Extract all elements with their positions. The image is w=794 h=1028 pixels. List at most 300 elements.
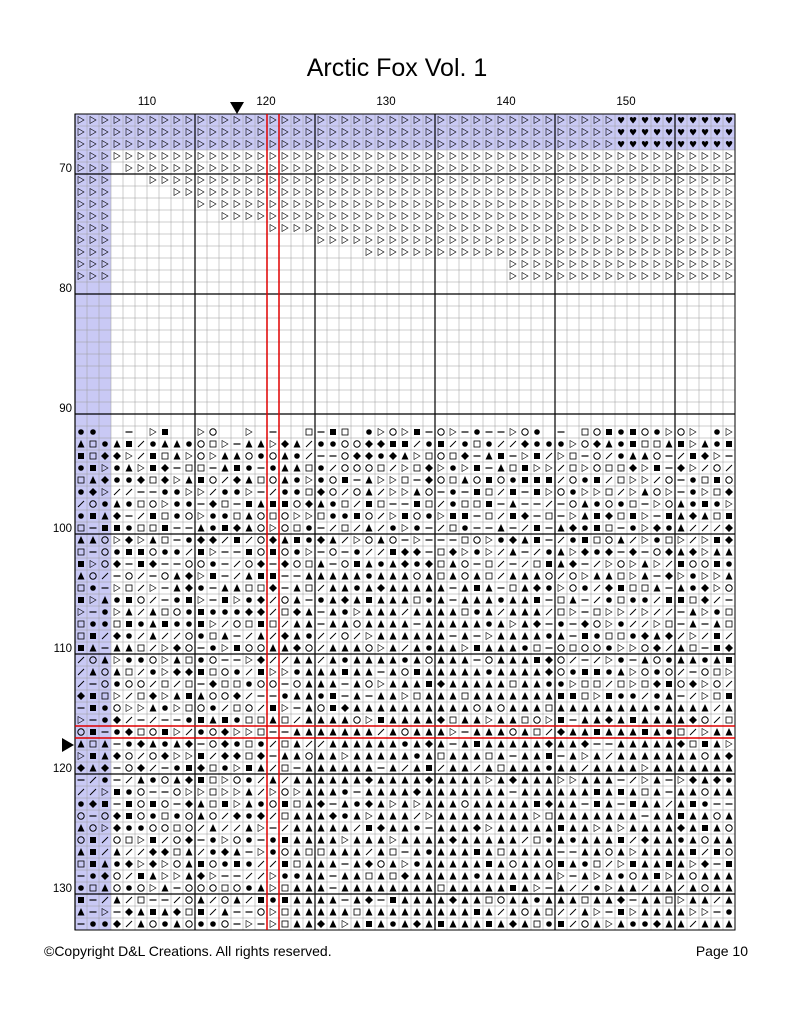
stitch-symbol [390,884,397,892]
stitch-symbol [426,453,432,459]
stitch-symbol [462,801,468,807]
stitch-symbol [534,657,540,663]
stitch-symbol [378,596,385,604]
stitch-symbol [642,921,648,927]
stitch-symbol [378,908,385,916]
stitch-symbol [198,465,204,471]
stitch-symbol [702,872,709,880]
stitch-symbol [258,789,264,795]
stitch-symbol [150,753,156,759]
stitch-symbol [498,800,505,808]
stitch-symbol [510,729,516,735]
stitch-symbol [714,225,720,232]
stitch-symbol [642,765,648,772]
stitch-symbol [330,489,336,495]
stitch-symbol [462,680,469,688]
stitch-symbol [402,572,409,580]
stitch-symbol [510,632,517,640]
stitch-symbol [330,429,336,435]
stitch-symbol [534,572,541,580]
stitch-symbol [546,692,553,700]
stitch-symbol [570,213,576,220]
stitch-symbol [666,165,672,172]
stitch-symbol [678,848,685,856]
stitch-symbol [342,669,348,675]
stitch-symbol [366,476,373,484]
stitch-symbol [318,441,324,447]
stitch-symbol [426,704,433,712]
stitch-symbol [210,741,216,747]
stitch-symbol [186,705,192,711]
stitch-symbol [330,213,336,220]
stitch-symbol [113,452,121,460]
stitch-symbol [126,573,132,579]
stitch-symbol [570,249,576,256]
stitch-symbol [653,680,661,688]
stitch-symbol [150,608,157,616]
stitch-symbol [450,189,456,196]
stitch-symbol [90,837,96,843]
stitch-symbol [138,885,144,891]
stitch-symbol [342,609,348,615]
stitch-symbol [462,656,469,664]
stitch-symbol: ♥ [688,116,698,127]
stitch-symbol [354,764,361,772]
stitch-symbol [186,489,192,496]
stitch-symbol [402,441,408,447]
stitch-symbol [546,189,552,196]
stitch-symbol [593,440,601,448]
stitch-symbol [414,561,420,567]
stitch-symbol [354,717,360,723]
stitch-symbol [689,512,697,520]
stitch-symbol [462,584,469,592]
stitch-symbol [618,189,624,196]
stitch-symbol [582,429,588,435]
stitch-symbol [354,225,360,232]
stitch-symbol [390,429,396,435]
stitch-symbol [534,848,541,856]
stitch-symbol [486,237,492,244]
stitch-symbol [678,453,684,459]
stitch-symbol [174,729,180,736]
stitch-symbol [642,789,648,795]
stitch-symbol [162,825,168,831]
stitch-symbol [366,884,373,892]
stitch-symbol [426,597,432,603]
stitch-symbol [618,789,624,795]
stitch-symbol [522,884,529,892]
stitch-symbol [714,249,720,256]
stitch-symbol [498,740,505,748]
stitch-symbol [534,537,540,543]
stitch-symbol [510,861,516,867]
stitch-symbol [570,441,576,448]
stitch-symbol [366,645,372,651]
stitch-symbol [594,501,600,507]
stitch-symbol [618,873,624,879]
stitch-symbol [546,165,552,172]
stitch-symbol [474,752,481,760]
stitch-symbol [198,165,204,172]
stitch-symbol [606,609,612,616]
stitch-symbol [198,777,204,783]
stitch-symbol [438,189,444,196]
stitch-symbol [606,561,612,568]
stitch-symbol [390,921,396,927]
stitch-symbol [222,813,228,819]
stitch-symbol [294,908,301,916]
stitch-symbol [666,801,672,807]
stitch-symbol [378,153,384,160]
stitch-symbol [726,872,733,880]
stitch-symbol [617,896,625,904]
stitch-symbol [486,165,492,172]
stitch-symbol [690,189,696,196]
stitch-symbol [246,537,252,543]
stitch-symbol [630,597,636,603]
stitch-symbol [426,489,432,495]
stitch-symbol [594,489,600,496]
stitch-symbol [342,177,348,184]
stitch-symbol [665,548,673,556]
stitch-symbol [186,729,192,735]
stitch-symbol [474,249,480,256]
stitch-symbol [570,693,576,699]
stitch-symbol [714,213,720,220]
stitch-symbol [594,801,600,807]
stitch-symbol [690,597,696,603]
stitch-symbol [666,621,672,627]
stitch-symbol [162,801,168,807]
stitch-symbol [605,548,613,556]
stitch-symbol [510,692,517,700]
stitch-symbol [102,777,108,783]
stitch-symbol [474,920,481,928]
stitch-symbol [630,884,637,892]
stitch-symbol [222,669,228,675]
stitch-symbol [510,489,516,495]
stitch-symbol [366,225,372,232]
stitch-symbol [570,609,576,616]
stitch-symbol [558,189,564,196]
stitch-symbol [318,165,324,172]
stitch-symbol [450,860,457,868]
stitch-symbol [510,740,517,748]
stitch-symbol [150,885,156,892]
stitch-symbol [654,429,660,435]
stitch-symbol [282,849,288,855]
stitch-symbol [558,909,564,915]
stitch-symbol [606,249,612,256]
stitch-symbol [726,561,732,567]
stitch-symbol [702,477,708,483]
stitch-symbol [246,873,252,879]
stitch-symbol [546,237,552,244]
stitch-symbol [390,908,397,916]
stitch-symbol [642,477,648,484]
stitch-symbol [366,813,372,820]
stitch-symbol [534,692,541,700]
stitch-symbol [258,897,264,903]
stitch-symbol [522,177,528,184]
stitch-symbol [618,213,624,220]
stitch-symbol [666,201,672,208]
stitch-symbol [678,201,684,208]
stitch-symbol [666,824,673,832]
stitch-symbol [510,165,516,172]
stitch-symbol [222,861,228,867]
stitch-symbol [258,861,264,867]
stitch-symbol [222,501,228,507]
stitch-symbol [210,837,216,843]
stitch-symbol [486,884,493,892]
row-label-90: 90 [59,403,72,415]
stitch-symbol [690,237,696,244]
stitch-symbol [594,909,600,916]
stitch-symbol [161,476,169,484]
stitch-symbol [138,165,144,172]
stitch-symbol [78,645,84,651]
stitch-symbol [546,824,553,832]
stitch-symbol [522,872,529,880]
stitch-symbol [390,560,397,568]
stitch-symbol [282,525,288,531]
stitch-symbol [150,501,156,507]
stitch-symbol [474,765,480,771]
stitch-symbol [306,465,312,471]
stitch-symbol [678,225,684,232]
stitch-symbol [150,825,156,831]
stitch-symbol [294,489,300,495]
stitch-symbol [510,644,517,652]
stitch-symbol [726,249,732,256]
stitch-symbol [150,597,156,603]
stitch-symbol [126,464,133,472]
stitch-symbol [606,429,612,435]
stitch-symbol [714,836,721,844]
stitch-symbol [378,800,385,808]
stitch-symbol [629,548,637,556]
stitch-symbol [282,153,288,160]
stitch-symbol [342,753,348,760]
stitch-symbol [90,633,96,639]
stitch-symbol [150,441,156,447]
stitch-symbol: ♥ [640,128,650,139]
stitch-symbol [294,692,301,700]
stitch-symbol [126,885,132,891]
stitch-symbol [426,668,433,676]
stitch-symbol [90,753,96,759]
stitch-symbol [282,201,288,208]
stitch-symbol [354,668,361,676]
stitch-symbol [726,669,732,676]
stitch-symbol [606,153,612,160]
stitch-symbol [462,812,469,820]
stitch-symbol [294,225,300,232]
stitch-symbol [702,920,709,928]
stitch-symbol [702,273,708,280]
stitch-symbol [258,681,264,687]
stitch-symbol [246,633,252,639]
stitch-symbol [510,513,516,519]
stitch-symbol [582,525,588,531]
stitch-symbol [486,549,492,556]
stitch-symbol [474,213,480,220]
stitch-symbol [449,836,457,844]
stitch-symbol [318,824,325,832]
stitch-symbol [426,716,433,724]
stitch-symbol [618,621,624,627]
stitch-symbol [198,825,204,831]
stitch-symbol [126,825,132,831]
stitch-symbol [582,537,588,543]
stitch-symbol [630,153,636,160]
stitch-symbol [522,837,528,843]
stitch-symbol [390,644,397,652]
stitch-symbol [438,836,445,844]
stitch-symbol [402,596,409,604]
stitch-symbol [246,657,252,664]
stitch-symbol [306,165,312,172]
stitch-symbol [726,884,733,892]
stitch-symbol [162,440,169,448]
stitch-symbol [474,680,481,688]
stitch-symbol [654,597,660,603]
stitch-symbol [246,824,253,832]
stitch-symbol [546,609,552,615]
stitch-symbol [390,572,397,580]
stitch-symbol [354,585,360,591]
stitch-symbol [426,201,432,208]
stitch-symbol [582,716,589,724]
stitch-symbol [714,693,720,699]
stitch-symbol [666,752,673,760]
stitch-symbol [402,680,409,688]
stitch-symbol [546,489,552,496]
stitch-symbol [282,657,288,663]
stitch-symbol [354,752,361,760]
stitch-symbol [666,273,672,280]
stitch-symbol [354,237,360,244]
stitch-symbol [162,501,168,508]
stitch-symbol [246,153,252,160]
stitch-symbol [594,572,601,580]
stitch-symbol [246,885,252,891]
stitch-symbol [570,921,576,927]
stitch-symbol [354,441,360,447]
stitch-symbol [126,525,132,531]
stitch-symbol [558,477,564,483]
stitch-symbol [414,213,420,220]
stitch-symbol [558,597,564,603]
stitch-symbol [246,621,252,627]
stitch-symbol [545,656,553,664]
stitch-symbol [365,776,373,784]
stitch-symbol [642,525,648,532]
stitch-symbol [642,165,648,172]
stitch-symbol [198,705,204,711]
stitch-symbol [570,549,576,556]
stitch-symbol [294,177,300,184]
stitch-symbol [498,705,504,711]
stitch-symbol [678,441,684,447]
stitch-symbol [714,537,720,543]
stitch-symbol [462,165,468,172]
stitch-symbol [234,825,240,831]
stitch-symbol [534,465,540,472]
stitch-symbol [222,908,229,916]
stitch-symbol [594,920,601,928]
stitch-symbol [306,513,312,520]
stitch-symbol [150,513,156,519]
stitch-symbol [522,225,528,232]
stitch-symbol [210,789,216,795]
stitch-symbol [366,549,372,555]
stitch-symbol [330,740,337,748]
stitch-symbol [714,740,721,748]
stitch-symbol [162,513,168,519]
stitch-symbol [690,453,696,459]
stitch-symbol [234,885,240,891]
stitch-symbol [186,189,192,196]
stitch-symbol [330,633,336,639]
stitch-symbol [354,812,361,820]
stitch-symbol [234,645,240,651]
stitch-symbol [618,825,624,832]
stitch-symbol [210,801,216,807]
stitch-symbol [558,921,564,927]
stitch-symbol [486,489,492,495]
stitch-symbol [198,513,204,520]
stitch-symbol [102,801,108,807]
stitch-symbol [534,632,541,640]
stitch-symbol [378,165,384,172]
stitch-symbol [702,885,708,891]
stitch-symbol [534,549,540,555]
stitch-symbol [126,789,132,795]
stitch-symbol [294,584,301,592]
stitch-symbol [582,704,589,712]
stitch-symbol [450,225,456,232]
stitch-symbol [690,165,696,172]
stitch-symbol [498,716,505,724]
stitch-symbol [306,537,312,543]
stitch-symbol [126,657,132,663]
stitch-symbol [714,645,720,651]
stitch-symbol [450,489,456,495]
stitch-symbol [702,537,708,544]
stitch-symbol [354,633,360,639]
stitch-symbol [462,513,468,519]
stitch-symbol [474,429,480,435]
stitch-symbol [690,801,696,807]
stitch-symbol [486,740,493,748]
stitch-symbol [258,717,264,723]
stitch-symbol [666,645,672,651]
stitch-symbol [618,681,624,687]
stitch-symbol [258,165,264,172]
stitch-symbol [726,548,733,556]
stitch-symbol [342,237,348,244]
stitch-symbol [270,765,276,771]
stitch-symbol [198,921,204,927]
stitch-symbol [198,909,204,915]
stitch-symbol [258,513,264,519]
stitch-symbol [414,225,420,232]
stitch-symbol [282,752,289,760]
stitch-symbol [486,777,492,784]
